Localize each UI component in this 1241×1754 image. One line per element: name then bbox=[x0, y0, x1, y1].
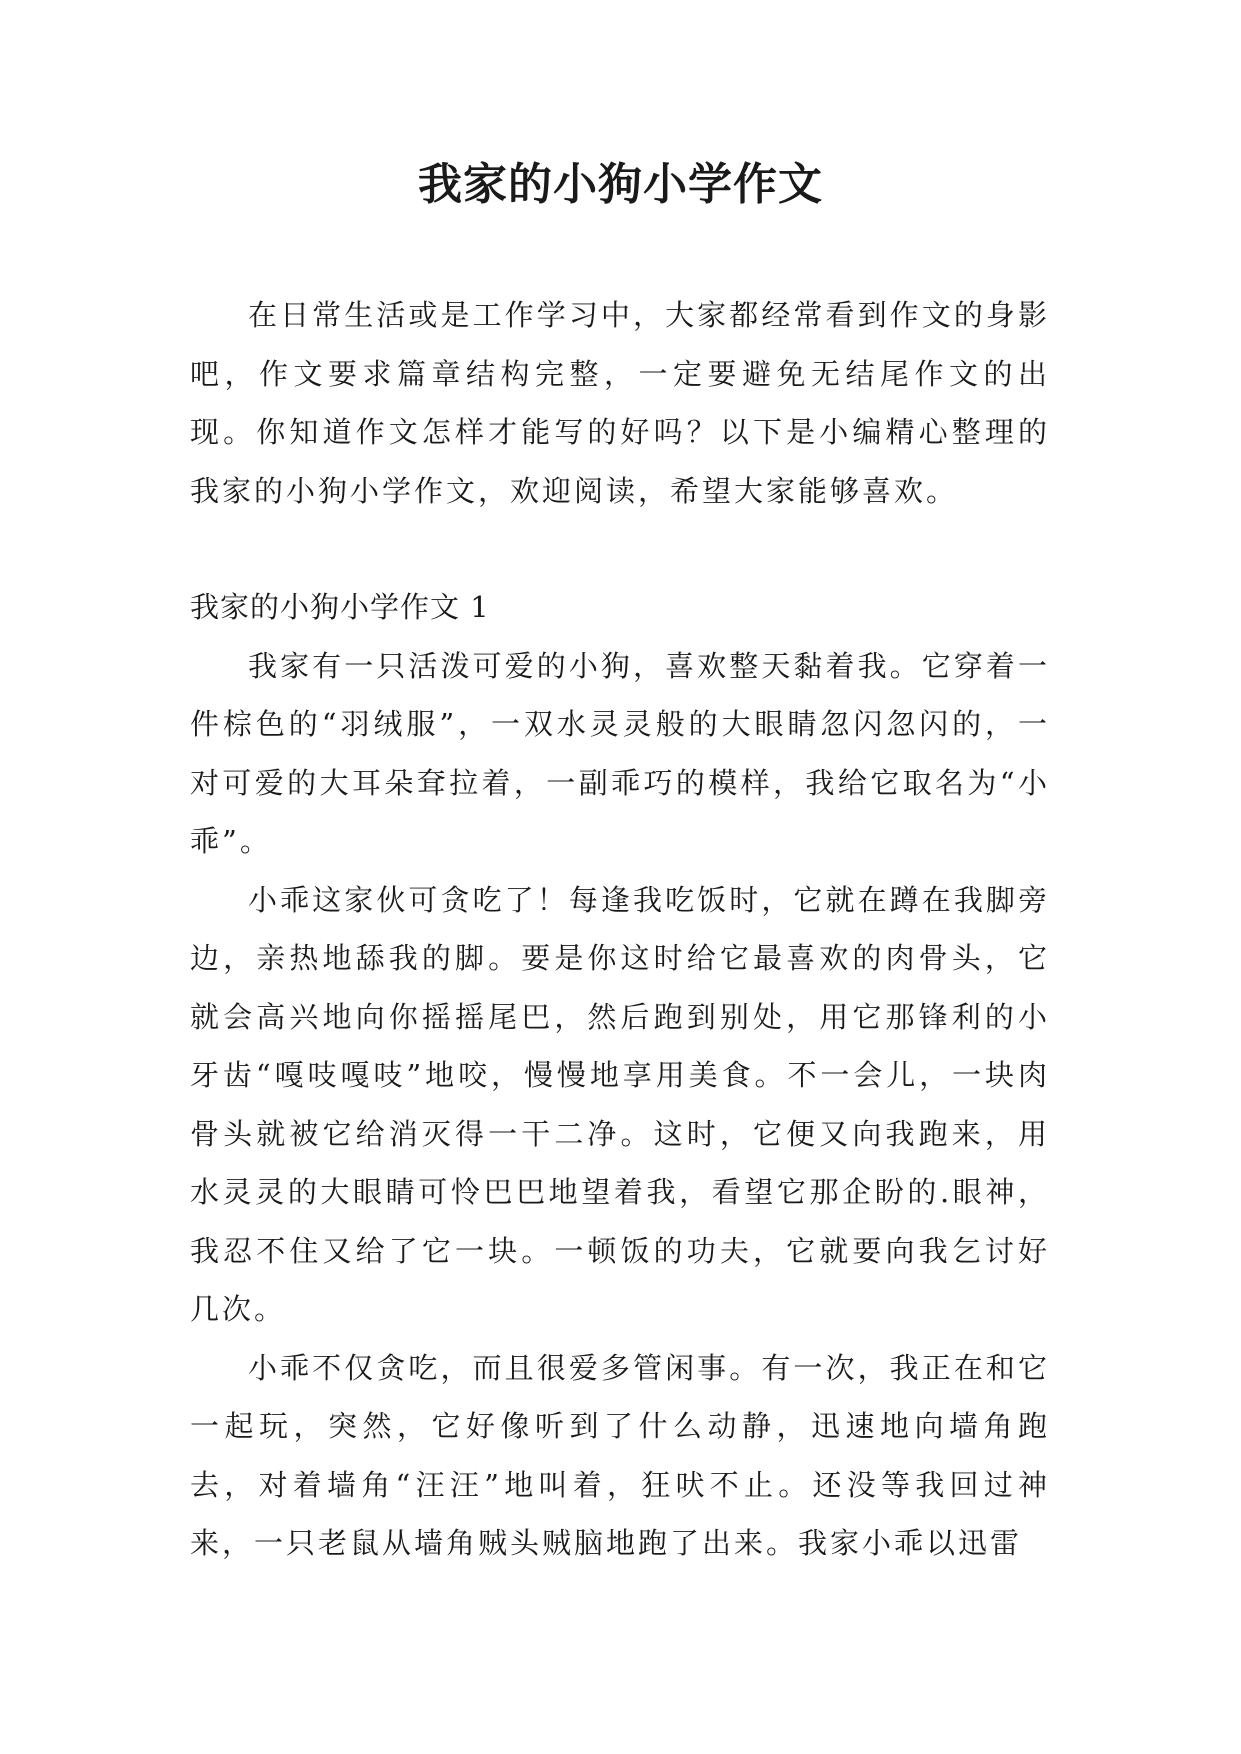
essay-block bbox=[190, 578, 1050, 1573]
essay-paragraph-2: 小乖这家伙可贪吃了！每逢我吃饭时，它就在蹲在我脚旁边，亲热地舔我的脚。要是你这时给它最喜欢的肉骨头，它就会高兴地向你摇摇尾巴，然后跑到别处，用它那锋利的小牙齿“嘎吱嘎吱”地咬，慢慢地享用美食。不一会儿，一块肉骨头就被它给消灭得一干二净。这时，它便又向我跑来，用水灵灵的大眼睛可怜巴巴地望着我，看望它那企盼的.眼神，我忍不住又给了它一块。一顿饭的功夫，它就要向我乞讨好几次。 bbox=[190, 882, 1050, 1326]
section-heading: 我家的小狗小学作文 1 bbox=[190, 590, 490, 624]
intro-paragraph: 在日常生活或是工作学习中，大家都经常看到作文的身影吧，作文要求篇章结构完整，一定要避免无结尾作文的出现。你知道作文怎样才能写的好吗？以下是小编精心整理的我家的小狗小学作文，欢迎阅读，希望大家能够喜欢。 bbox=[190, 298, 1050, 508]
document-title: 我家的小狗小学作文 bbox=[418, 159, 823, 210]
essay-paragraph-3: 小乖不仅贪吃，而且很爱多管闲事。有一次，我正在和它一起玩，突然，它好像听到了什么动静，迅速地向墙角跑去，对着墙角“汪汪”地叫着，狂吠不止。还没等我回过神来，一只老鼠从墙角贼头贼脑地跑了出来。我家小乖以迅雷 bbox=[190, 1350, 1050, 1560]
intro-block bbox=[190, 286, 1050, 520]
essay-paragraph-1: 我家有一只活泼可爱的小狗，喜欢整天黏着我。它穿着一件棕色的“羽绒服”，一双水灵灵般的大眼睛忽闪忽闪的，一对可爱的大耳朵耷拉着，一副乖巧的模样，我给它取名为“小乖”。 bbox=[190, 648, 1050, 858]
